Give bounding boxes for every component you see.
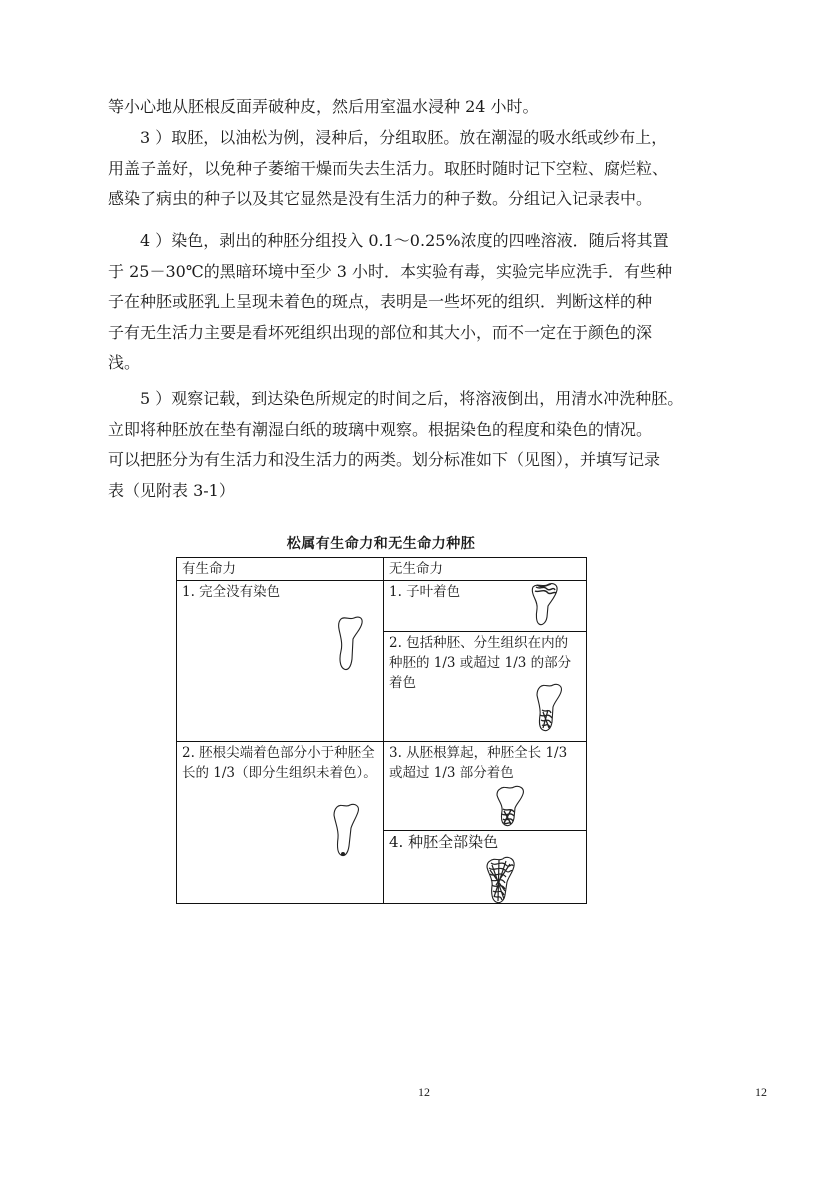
nonviable-cell-2 [384,632,587,742]
nonviable-cell-3 [384,742,587,831]
column-header-viable: 有生命力 [177,558,384,581]
text-line: 子有无生活力主要是看坏死组织出现的部位和其大小，而不一定在于颜色的深 [108,322,653,342]
text-line: 表（见附表 3-1） [108,480,235,500]
paragraph-step-4-staining [108,226,770,379]
viable-cell-1 [177,581,384,742]
nonviable-criterion-3: 3. 从胚根算起，种胚全长 1/3 或超过 1/3 部分着色 [389,745,568,781]
text-line: 于 25－30℃的黑暗环境中至少 3 小时．本实验有毒，实验完毕应洗手．有些种 [108,261,673,281]
nonviable-criterion-1: 1. 子叶着色 [389,584,461,600]
paragraph-soak-instructions [108,92,770,123]
text-line: 4 ）染色，剥出的种胚分组投入 0.1～0.25%浓度的四唑溶液．随后将其置 [140,231,669,250]
page-number-center: 12 [418,1085,430,1099]
radicle-third-stained-embryo-icon [494,784,530,828]
unstained-embryo-icon [336,615,366,673]
text-line: 感染了病虫的种子以及其它显然是没有生活力的种子数。分组记入记录表中。 [108,189,653,208]
viable-criterion-2: 2. 胚根尖端着色部分小于种胚全长的 1/3（即分生组织未着色）。 [182,745,377,781]
meristem-stained-embryo-icon [534,682,566,734]
cotyledon-stained-embryo-icon [529,581,561,627]
figure-caption: 松属有生命力和无生命力种胚 [286,536,476,552]
page-number-right: 12 [755,1085,767,1099]
paragraph-step-5-observation [108,384,770,506]
nonviable-criterion-2: 2. 包括种胚、分生组织在内的种胚的 1/3 或超过 1/3 的部分着色 [389,635,572,692]
nonviable-cell-1 [384,581,587,632]
text-line: 等小心地从胚根反面弄破种皮，然后用室温水浸种 24 小时。 [108,97,539,116]
text-line: 子在种胚或胚乳上呈现未着色的斑点，表明是一些坏死的组织．判断这样的种 [108,292,653,311]
text-line: 可以把胚分为有生活力和没生活力的两类。划分标准如下（见图），并填写记录 [108,450,661,469]
nonviable-criterion-4: 4. 种胚全部染色 [389,833,499,851]
fully-stained-embryo-icon [484,855,520,905]
text-line: 3 ）取胚，以油松为例，浸种后，分组取胚。放在潮湿的吸水纸或纱布上， [140,128,668,147]
viable-cell-2 [177,742,384,904]
embryo-viability-table [176,557,587,904]
text-line: 立即将种胚放在垫有潮湿白纸的玻璃中观察。根据染色的程度和染色的情况。 [108,419,653,439]
viable-criterion-1: 1. 完全没有染色 [182,584,281,600]
nonviable-cell-4 [384,831,587,904]
text-line: 用盖子盖好，以免种子萎缩干燥而失去生活力。取胚时随时记下空粒、腐烂粒、 [108,158,669,178]
paragraph-step-3-embryo-extraction [108,123,770,215]
column-header-nonviable: 无生命力 [384,558,587,581]
text-line: 浅。 [108,353,141,372]
text-line: 5 ）观察记载，到达染色所规定的时间之后，将溶液倒出，用清水冲洗种胚。 [140,389,684,408]
radicle-tip-stained-embryo-icon [331,802,363,860]
